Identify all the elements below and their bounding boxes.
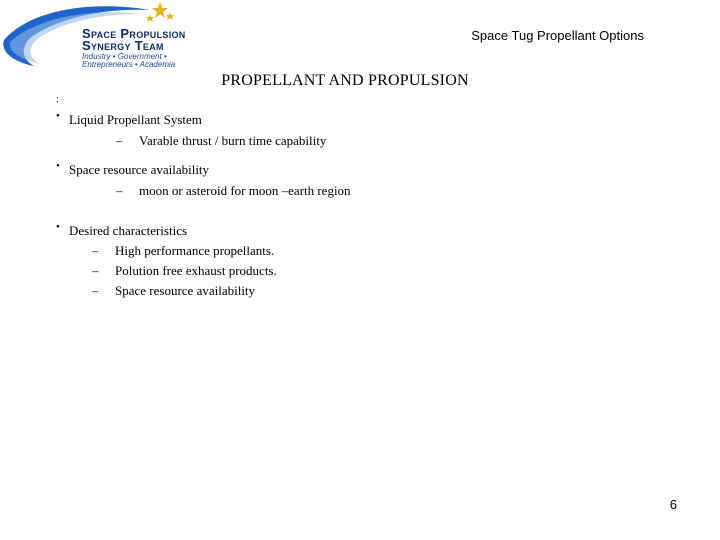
sub-bullet-text: Polution free exhaust products. <box>115 263 277 278</box>
dash-icon: – <box>92 283 99 298</box>
star-icon <box>146 14 154 22</box>
sub-bullet-text: Varable thrust / burn time capability <box>139 133 327 148</box>
star-icon <box>152 2 168 18</box>
bullet-icon: • <box>56 160 60 172</box>
bullet-text: Space resource availability <box>69 162 210 177</box>
logo-name-line2: Synergy Team <box>82 38 164 53</box>
dash-icon: – <box>92 243 99 258</box>
logo-tagline-line2: Entrepreneurs • Academia <box>82 60 176 69</box>
bullet-text: Liquid Propellant System <box>69 112 202 127</box>
bullet-text: Desired characteristics <box>69 223 188 238</box>
dash-icon: – <box>92 263 99 278</box>
logo <box>0 0 215 72</box>
sub-bullet-text: moon or asteroid for moon –earth region <box>139 183 351 198</box>
bullet-icon: • <box>56 221 60 233</box>
header-title: Space Tug Propellant Options <box>471 28 644 43</box>
page-number: 6 <box>669 497 677 512</box>
sub-bullet-text: Space resource availability <box>115 283 256 298</box>
stray-colon: : <box>56 94 59 105</box>
sub-bullet-text: High performance propellants. <box>115 243 275 258</box>
star-icon <box>166 12 174 20</box>
bullet-icon: • <box>56 110 60 122</box>
logo-tagline-line1: Industry • Government • <box>82 52 167 61</box>
dash-icon: – <box>116 133 123 148</box>
dash-icon: – <box>116 183 123 198</box>
logo-name-line1: Space Propulsion <box>82 26 186 41</box>
slide-title: PROPELLANT AND PROPULSION <box>221 72 469 89</box>
